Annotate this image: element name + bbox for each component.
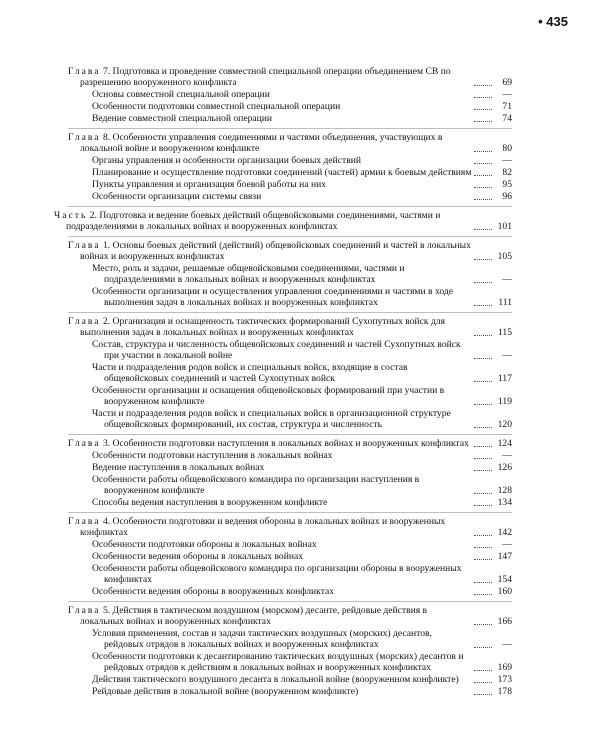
toc-entry — [68, 651, 512, 673]
entry-text: Особенности организации системы связи — [92, 191, 262, 202]
toc-entry — [68, 586, 512, 597]
dot-leader — [474, 446, 492, 447]
chapter-heading — [68, 240, 512, 262]
entry-text: Особенности организации и осуществления управления соединениями и частями в ходе выполнения задач в локальных войнах и вооруженных конфликтах — [92, 286, 454, 308]
dot-leader — [474, 547, 492, 548]
toc-section — [54, 210, 512, 237]
entry-text: Особенности работы общевойскового командира по организации обороны в вооруженных конфликтах — [92, 563, 462, 585]
heading-text — [68, 132, 472, 154]
chapter-heading — [68, 66, 512, 88]
heading-title: 8. Особенности управления соединениями и частями объединения, участвующих в локальной войне и вооруженном конфликте — [80, 132, 443, 154]
dot-leader — [474, 381, 492, 382]
dot-leader — [474, 470, 492, 471]
toc-section — [68, 516, 512, 602]
page-ref: 128 — [497, 485, 512, 496]
toc-section — [68, 132, 512, 207]
page-ref: — — [502, 639, 512, 650]
entry-text: Ведение наступления в локальных войнах — [92, 462, 265, 473]
page-ref: 134 — [497, 497, 512, 508]
chapter-heading — [68, 132, 512, 154]
entry-text: Особенности подготовки к десантированию тактических воздушных (морских) десантов и рейдовых отрядов к действиям в локальных войнах и вооруженных конфликтах — [92, 651, 464, 673]
dot-leader — [474, 199, 492, 200]
toc-section — [68, 66, 512, 129]
dot-leader — [474, 535, 492, 536]
toc-entry — [68, 263, 512, 285]
entry-text: Части и подразделения родов войск и специальных войск, входящие в состав общевойсковых соединений и частей Сухопутных войск — [92, 362, 408, 384]
page-ref: — — [502, 155, 512, 166]
heading-text — [68, 240, 472, 262]
heading-label: Глава — [68, 66, 101, 77]
page-ref: 117 — [497, 373, 512, 384]
toc-entry — [68, 450, 512, 461]
page-ref: — — [502, 539, 512, 550]
dot-leader — [474, 163, 492, 164]
toc-section — [68, 240, 512, 313]
page-ref: 71 — [502, 101, 512, 112]
dot-leader — [474, 187, 492, 188]
heading-label: Часть — [54, 210, 88, 221]
entry-text: Ведение совместной специальной операции — [92, 113, 273, 124]
dot-leader — [474, 458, 492, 459]
page-ref: — — [502, 450, 512, 461]
page-ref: 126 — [497, 462, 512, 473]
heading-title: 2. Организация и оснащенность тактических формирований Сухопутных войск для выполнения задач в локальных войнах и вооруженных конфликтах — [80, 316, 446, 338]
heading-text — [68, 438, 472, 449]
page-ref: 160 — [497, 586, 512, 597]
entry-text: Части и подразделения родов войск и специальных войск в организационной структуре общевойсковых формирований, их состав, структура и численность — [92, 408, 451, 430]
entry-text: Особенности ведения обороны в вооруженных конфликтах — [92, 586, 335, 597]
chapter-heading — [68, 605, 512, 627]
heading-text — [68, 516, 472, 538]
toc-section — [68, 438, 512, 513]
dot-leader — [474, 121, 492, 122]
toc-entry — [68, 563, 512, 585]
heading-text — [68, 66, 472, 88]
toc-entry — [68, 385, 512, 407]
toc-entry — [68, 686, 512, 697]
page-ref: 178 — [497, 686, 512, 697]
entry-text: Пункты управления и организация боевой работы на них — [92, 179, 327, 190]
toc-entry — [68, 362, 512, 384]
heading-title: 3. Особенности подготовки наступления в локальных войнах и вооруженных конфликтах — [102, 438, 469, 449]
dot-leader — [474, 624, 492, 625]
heading-label: Глава — [68, 605, 101, 616]
toc-entry — [68, 89, 512, 100]
page-ref: 115 — [497, 327, 512, 338]
entry-text: Органы управления и особенности организации боевых действий — [92, 155, 361, 166]
heading-title: 2. Подготовка и ведение боевых действий общевойсковыми соединениями, частями и подразделениями в локальных войнах и вооруженных конфликтах — [66, 210, 441, 232]
page-ref: — — [502, 350, 512, 361]
toc-entry — [68, 167, 512, 178]
dot-leader — [474, 493, 492, 494]
chapter-heading — [68, 438, 512, 449]
dot-leader — [474, 229, 492, 230]
toc-entry — [68, 674, 512, 685]
entry-text: Основы совместной специальной операции — [92, 89, 270, 100]
page-ref: — — [502, 274, 512, 285]
entry-text: Особенности организации и оснащения общевойсковых формирований при участии в вооруженном конфликте — [92, 385, 445, 407]
toc-entry — [68, 191, 512, 202]
entry-text: Способы ведения наступления в вооруженном конфликте — [92, 497, 328, 508]
toc-entry — [68, 286, 512, 308]
toc-entry — [68, 155, 512, 166]
chapter-heading — [68, 316, 512, 338]
page-ref: — — [502, 89, 512, 100]
dot-leader — [474, 97, 492, 98]
toc-entry — [68, 474, 512, 496]
dot-leader — [474, 175, 492, 176]
toc-entry — [68, 497, 512, 508]
heading-label: Глава — [68, 316, 101, 327]
heading-title: 1. Основы боевых действий (действий) общевойсковых соединений и частей в локальных войнах и вооруженных конфликтах — [80, 240, 471, 262]
heading-label: Глава — [68, 438, 101, 449]
dot-leader — [474, 694, 492, 695]
toc-entry — [68, 339, 512, 361]
dot-leader — [474, 427, 492, 428]
entry-text: Рейдовые действия в локальной войне (вооруженном конфликте) — [92, 686, 359, 697]
dot-leader — [474, 559, 492, 560]
table-of-contents — [54, 66, 512, 704]
dot-leader — [474, 505, 492, 506]
toc-entry — [68, 462, 512, 473]
entry-text: Особенности подготовки обороны в локальных войнах — [92, 539, 317, 550]
page-ref: 147 — [497, 551, 512, 562]
heading-text — [68, 605, 472, 627]
page-ref: 173 — [497, 674, 512, 685]
entry-text: Особенности подготовки наступления в локальных войнах — [92, 450, 333, 461]
page-ref: 111 — [498, 297, 512, 308]
toc-entry — [68, 101, 512, 112]
heading-label: Глава — [68, 132, 101, 143]
dot-leader — [474, 594, 492, 595]
dot-leader — [474, 404, 492, 405]
page-ref: 169 — [497, 662, 512, 673]
page-ref: 69 — [502, 77, 512, 88]
toc-section — [68, 605, 512, 701]
dot-leader — [474, 305, 492, 306]
dot-leader — [474, 582, 492, 583]
dot-leader — [474, 151, 492, 152]
dot-leader — [474, 259, 492, 260]
toc-section — [68, 316, 512, 435]
page-ref: 154 — [497, 574, 512, 585]
dot-leader — [474, 647, 492, 648]
heading-text — [54, 210, 472, 232]
dot-leader — [474, 109, 492, 110]
entry-text: Особенности подготовки совместной специальной операции — [92, 101, 341, 112]
entry-text: Планирование и осуществление подготовки соединений (частей) армии к боевым действиям — [92, 167, 472, 178]
toc-entry — [68, 408, 512, 430]
heading-label: Глава — [68, 516, 101, 527]
dot-leader — [474, 85, 492, 86]
heading-label: Глава — [68, 240, 101, 251]
entry-text: Состав, структура и численность общевойсковых соединений и частей Сухопутных войск при участии в локальной войне — [92, 339, 461, 361]
page-ref: 120 — [497, 419, 512, 430]
heading-title: 5. Действия в тактическом воздушном (морском) десанте, рейдовые действия в локальных войнах и вооруженных конфликтах — [80, 605, 428, 627]
page-ref: 96 — [502, 191, 512, 202]
page-number: • 435 — [538, 14, 568, 29]
heading-title: 4. Особенности подготовки и ведения обороны в локальных войнах и вооруженных конфликтах — [80, 516, 446, 538]
page-ref: 105 — [497, 251, 512, 262]
entry-text: Особенности ведения обороны в локальных войнах — [92, 551, 304, 562]
toc-entry — [68, 628, 512, 650]
page-ref: 166 — [497, 616, 512, 627]
entry-text: Действия тактического воздушного десанта в локальной войне (вооруженном конфликте) — [92, 674, 459, 685]
dot-leader — [474, 282, 492, 283]
page-ref: 95 — [502, 179, 512, 190]
part-heading — [54, 210, 512, 232]
dot-leader — [474, 670, 492, 671]
chapter-heading — [68, 516, 512, 538]
page-ref: 74 — [502, 113, 512, 124]
entry-text: Особенности работы общевойскового командира по организации наступления в вооруженном конфликте — [92, 474, 420, 496]
page-ref: 101 — [497, 221, 512, 232]
page-ref: 124 — [497, 438, 512, 449]
page-ref: 119 — [497, 396, 512, 407]
entry-text: Место, роль и задачи, решаемые общевойсковыми соединениями, частями и подразделениями в локальных войнах и вооруженных конфликтах — [92, 263, 405, 285]
page-ref: 142 — [497, 527, 512, 538]
toc-entry — [68, 113, 512, 124]
page-ref: 82 — [502, 167, 512, 178]
page-ref: 80 — [502, 143, 512, 154]
dot-leader — [474, 358, 492, 359]
entry-text: Условия применения, состав и задачи тактических воздушных (морских) десантов, рейдовых отрядов в локальных войнах и вооруженных конфликтах — [92, 628, 432, 650]
toc-entry — [68, 539, 512, 550]
dot-leader — [474, 682, 492, 683]
toc-entry — [68, 551, 512, 562]
heading-text — [68, 316, 472, 338]
dot-leader — [474, 335, 492, 336]
heading-title: 7. Подготовка и проведение совместной специальной операции объединением СВ по разрешению вооруженного конфликта — [80, 66, 451, 88]
toc-entry — [68, 179, 512, 190]
